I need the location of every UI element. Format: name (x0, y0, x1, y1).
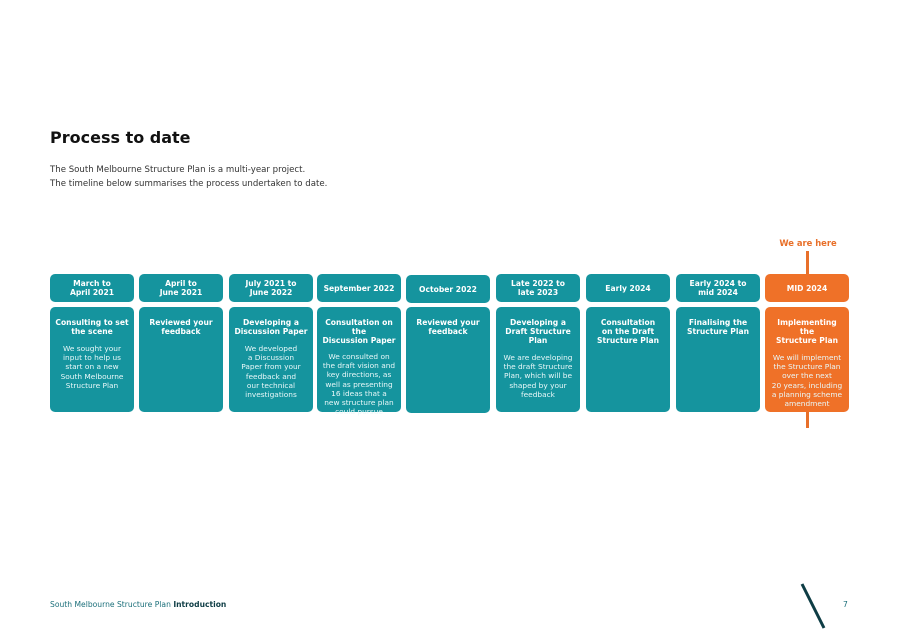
timeline-card-body: We sought your input to help us start on a new South Melbourne Structure Plan (60, 344, 124, 390)
footer-doc-name: South Melbourne Structure Plan (50, 600, 171, 609)
timeline-date-4: September 2022 (317, 274, 401, 302)
timeline-card-title: Implementing the Structure Plan (775, 318, 839, 345)
footer-section: Introduction (173, 600, 227, 609)
footer (50, 600, 226, 609)
timeline-card-2 (139, 307, 223, 412)
intro-line: The timeline below summarises the process undertaken to date. (50, 179, 328, 189)
timeline-card-title: Developing a Draft Structure Plan (505, 318, 571, 345)
timeline-card-3 (229, 307, 313, 412)
timeline-date-7: Early 2024 (586, 274, 670, 302)
decorative-slash-graphic (790, 580, 830, 630)
page-title: Process to date (50, 128, 191, 147)
marker-line-bottom (806, 410, 809, 428)
intro-text (50, 163, 327, 191)
timeline-card-7 (586, 307, 670, 412)
timeline-card-body: We are developing the draft Structure Plan, which will be shaped by your feedback (503, 353, 573, 399)
timeline-card-title: Reviewed your feedback (416, 318, 480, 336)
we-are-here-label: We are here (779, 238, 837, 248)
timeline-card-8 (676, 307, 760, 412)
marker-line-top (806, 251, 809, 275)
intro-line: The South Melbourne Structure Plan is a multi-year project. (50, 165, 306, 175)
timeline-card-4 (317, 307, 401, 417)
timeline-date-8: Early 2024 to mid 2024 (676, 274, 760, 302)
timeline-date-2: April to June 2021 (139, 274, 223, 302)
timeline-date-1: March to April 2021 (50, 274, 134, 302)
timeline-date-6: Late 2022 to late 2023 (496, 274, 580, 302)
timeline-card-9 (765, 307, 849, 412)
timeline-date-5: October 2022 (406, 275, 490, 303)
timeline-card-body: We will implement the Structure Plan over the next 20 years, including a planning scheme amendment (771, 353, 843, 409)
timeline-card-6 (496, 307, 580, 412)
timeline-date-9: MID 2024 (765, 274, 849, 302)
timeline-date-3: July 2021 to June 2022 (229, 274, 313, 302)
page-number: 7 (843, 600, 848, 609)
timeline-card-title: Consultation on the Draft Structure Plan (596, 318, 660, 345)
timeline-card-title: Consultation on the Discussion Paper (322, 318, 396, 345)
timeline-card-title: Finalising the Structure Plan (686, 318, 750, 336)
timeline-card-title: Consulting to set the scene (55, 318, 129, 336)
timeline-card-5 (406, 307, 490, 413)
timeline-card-title: Developing a Discussion Paper (234, 318, 308, 336)
timeline-card-body: We consulted on the draft vision and key directions, as well as presenting 16 ideas that a new structure plan could pursue (322, 352, 396, 417)
timeline-card-title: Reviewed your feedback (149, 318, 213, 336)
timeline-card-body: We developed a Discussion Paper from your feedback and our technical investigations (241, 344, 301, 400)
timeline-card-1 (50, 307, 134, 412)
